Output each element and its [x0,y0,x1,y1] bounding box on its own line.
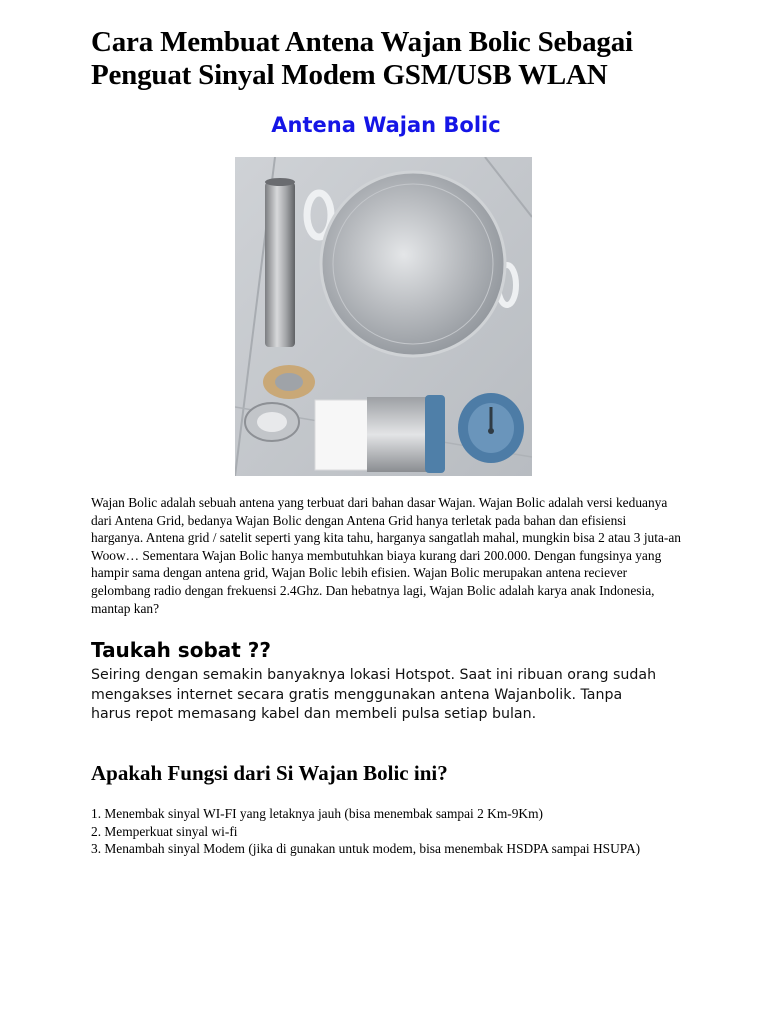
functions-list [91,805,681,858]
section-paragraph-hotspot: Seiring dengan semakin banyaknya lokasi Hotspot. Saat ini ribuan orang sudah mengakses internet secara gratis menggunakan antena Wajanbolik. Tanpa harus repot memasang kabel dan membeli pulsa setiap bulan. [91,667,657,722]
document-title: Cara Membuat Antena Wajan Bolic Sebagai Penguat Sinyal Modem GSM/USB WLAN [91,26,633,91]
antenna-photo-illustration [235,157,532,476]
section-heading-fungsi: Apakah Fungsi dari Si Wajan Bolic ini? [91,761,448,785]
antenna-photo [235,157,532,476]
list-item: 3. Menambah sinyal Modem (jika di gunakan untuk modem, bisa menembak HSDPA sampai HSUPA) [91,841,641,857]
list-item: 2. Memperkuat sinyal wi-fi [91,823,238,839]
document-page [91,26,682,857]
article-subtitle: Antena Wajan Bolic [271,113,501,137]
list-item: 1. Menembak sinyal WI-FI yang letaknya jauh (bisa menembak sampai 2 Km-9Km) [91,806,543,821]
section-heading-taukah: Taukah sobat ?? [91,638,271,662]
intro-paragraph: Wajan Bolic adalah sebuah antena yang terbuat dari bahan dasar Wajan. Wajan Bolic adalah versi keduanya dari Antena Grid, bedanya Wajan Bolic dengan Antena Grid hanya terletak pada bahan dan efisiensi harganya. Antena grid / satelit seperti yang kita tahu, harganya sangatlah mahal, mungkin bisa 2 atau 3 juta-an Woow… Sementara Wajan Bolic hanya membutuhkan biaya kurang dari 200.000. Dengan fungsinya yang hampir sama dengan antena grid, Wajan Bolic lebih efisien. Wajan Bolic merupakan antena reciever gelombang radio dengan frekuensi 2.4Ghz. Dan hebatnya lagi, Wajan Bolic adalah karya anak Indonesia, mantap kan? [91,495,682,616]
